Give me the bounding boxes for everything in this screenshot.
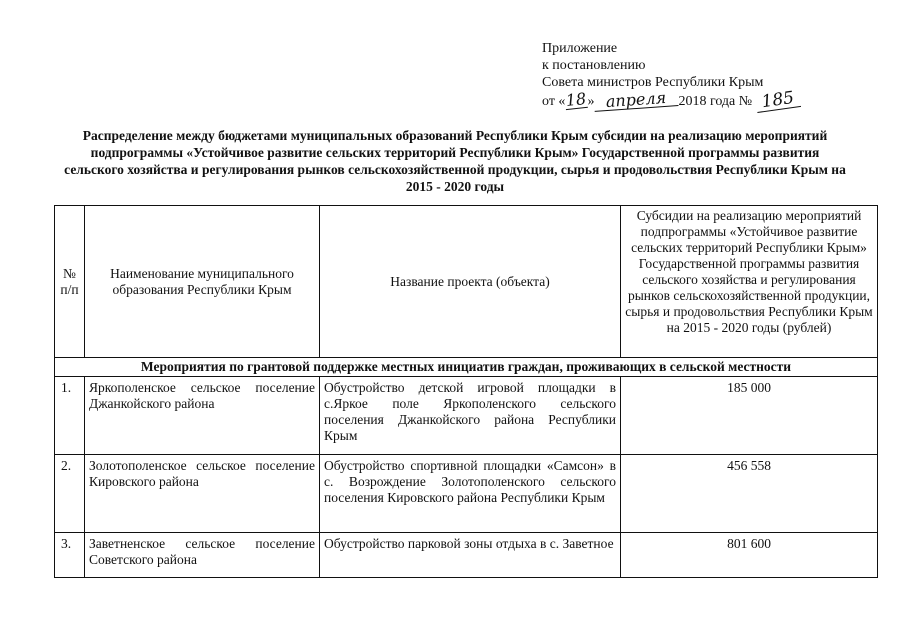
table-row	[55, 455, 878, 533]
header-subsidy: Субсидии на реализацию мероприятий подпрограммы «Устойчивое развитие сельских территорий Республики Крым» Государственной программы развития сельского хозяйства и регулирования рынков сельскохозяйственной продукции, сырья и продовольствия Республики Крым на 2015 - 2020 годы (рублей)	[621, 206, 878, 358]
row-municipality: Золотополенское сельское поселение Кировского района	[85, 455, 320, 533]
table-header-row	[55, 206, 878, 358]
appendix-line-2: к постановлению	[542, 58, 646, 73]
appendix-block	[542, 40, 800, 113]
appendix-date-line	[542, 87, 800, 113]
row-num: 3.	[55, 533, 85, 578]
appendix-line-1: Приложение	[542, 41, 618, 56]
date-month-handwritten: апреля	[594, 88, 679, 112]
appendix-line-3: Совета министров Республики Крым	[542, 75, 764, 90]
row-amount: 456 558	[621, 455, 878, 533]
row-project: Обустройство парковой зоны отдыха в с. Заветное	[320, 533, 621, 578]
date-day-handwritten: 18	[565, 88, 588, 111]
date-prefix: от «	[542, 94, 566, 109]
header-num: № п/п	[55, 206, 85, 358]
row-municipality: Яркополенское сельское поселение Джанкойского района	[85, 377, 320, 455]
table-row	[55, 533, 878, 578]
doc-number-handwritten: 185	[755, 89, 801, 113]
document-title: Распределение между бюджетами муниципальных образований Республики Крым субсидии на реализацию мероприятий подпрограммы «Устойчивое развитие сельских территорий Республики Крым» Государственной программы развития сельского хозяйства и регулирования рынков сельскохозяйственной продукции, сырья и продовольствия Республики Крым на 2015 - 2020 годы	[64, 128, 846, 194]
date-year: 2018 года №	[678, 94, 753, 109]
row-project: Обустройство спортивной площадки «Самсон» в с. Возрождение Золотополенского сельского поселения Кировского района Республики Крым	[320, 455, 621, 533]
row-num: 2.	[55, 455, 85, 533]
row-amount: 185 000	[621, 377, 878, 455]
row-project: Обустройство детской игровой площадки в с.Яркое поле Яркополенского сельского поселения Джанкойского района Республики Крым	[320, 377, 621, 455]
header-municipality: Наименование муниципального образования Республики Крым	[85, 206, 320, 358]
section-row	[55, 358, 878, 377]
section-title: Мероприятия по грантовой поддержке местных инициатив граждан, проживающих в сельской местности	[55, 358, 878, 377]
row-amount: 801 600	[621, 533, 878, 578]
subsidy-table	[54, 205, 878, 578]
row-municipality: Заветненское сельское поселение Советского района	[85, 533, 320, 578]
header-project: Название проекта (объекта)	[320, 206, 621, 358]
table-row	[55, 377, 878, 455]
date-quote-close: »	[587, 94, 595, 109]
row-num: 1.	[55, 377, 85, 455]
